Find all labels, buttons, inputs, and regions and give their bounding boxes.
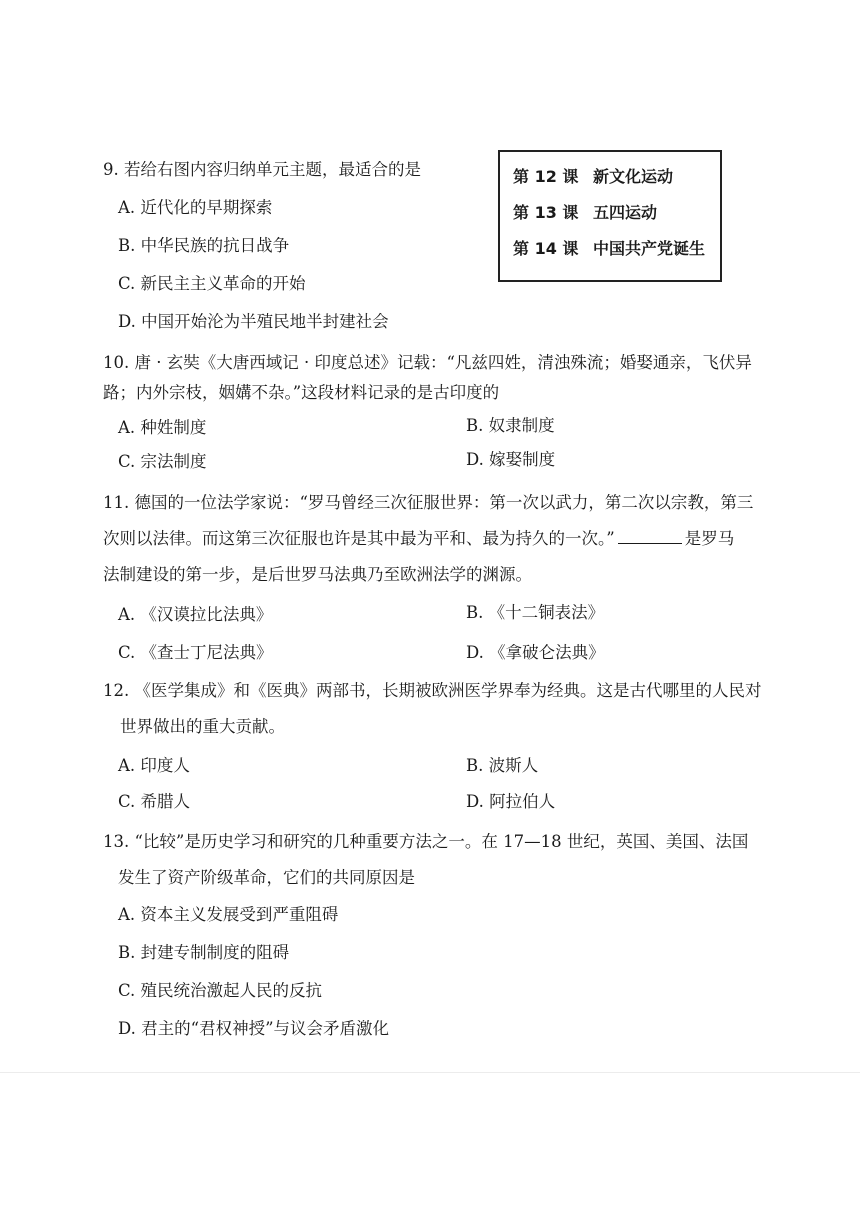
question-13-stem-line-1: 13. “比较”是历史学习和研究的几种重要方法之一。在 17—18 世纪，英国、美国、法国 <box>103 832 749 851</box>
question-12-option-d: D. 阿拉伯人 <box>466 792 556 811</box>
question-11-option-c: C. 《查士丁尼法典》 <box>118 643 273 662</box>
question-12-stem-line-2: 世界做出的重大贡献。 <box>120 717 285 736</box>
question-13-option-b: B. 封建专制制度的阻碍 <box>118 943 290 962</box>
lesson-row <box>513 201 657 225</box>
question-10-option-c: C. 宗法制度 <box>118 452 207 471</box>
question-12-option-a: A. 印度人 <box>118 756 190 775</box>
question-10-stem-line-2: 路；内外宗枝，姻媾不杂。”这段材料记录的是古印度的 <box>103 383 500 402</box>
lesson-number: 第 14 课 <box>513 239 579 258</box>
lesson-number: 第 13 课 <box>513 203 579 222</box>
question-9-stem: 9. 若给右图内容归纳单元主题，最适合的是 <box>103 160 421 179</box>
lesson-title: 五四运动 <box>593 203 658 222</box>
lesson-row <box>513 237 705 261</box>
question-10-option-a: A. 种姓制度 <box>118 418 207 437</box>
lesson-topic-box <box>498 150 722 282</box>
question-11-stem-line-2 <box>103 527 734 551</box>
question-9-option-b: B. 中华民族的抗日战争 <box>118 236 290 255</box>
question-11-option-b: B. 《十二铜表法》 <box>466 603 605 622</box>
page-bottom-divider <box>0 1072 860 1073</box>
lesson-row <box>513 165 673 189</box>
question-9-option-a: A. 近代化的早期探索 <box>118 198 273 217</box>
lesson-title: 新文化运动 <box>593 167 674 186</box>
question-13-option-c: C. 殖民统治激起人民的反抗 <box>118 981 323 1000</box>
question-12-stem-line-1: 12. 《医学集成》和《医典》两部书，长期被欧洲医学界奉为经典。这是古代哪里的人民对 <box>103 681 762 700</box>
lesson-number: 第 12 课 <box>513 167 579 186</box>
question-12-option-b: B. 波斯人 <box>466 756 539 775</box>
question-12-option-c: C. 希腊人 <box>118 792 191 811</box>
question-10-option-b: B. 奴隶制度 <box>466 416 555 435</box>
question-10-stem-line-1: 10. 唐 · 玄奘《大唐西域记 · 印度总述》记载：“凡兹四姓，清浊殊流；婚娶通亲，飞伏异 <box>103 353 752 372</box>
question-10-option-d: D. 嫁娶制度 <box>466 450 556 469</box>
lesson-title: 中国共产党诞生 <box>593 239 706 258</box>
question-11-option-a: A. 《汉谟拉比法典》 <box>118 605 273 624</box>
question-11-text-after-blank: 是罗马 <box>684 529 735 548</box>
question-11-text-before-blank: 次则以法律。而这第三次征服也许是其中最为平和、最为持久的一次。” <box>103 529 615 548</box>
question-13-option-a: A. 资本主义发展受到严重阻碍 <box>118 905 339 924</box>
question-11-stem-line-3: 法制建设的第一步，是后世罗马法典乃至欧洲法学的渊源。 <box>103 565 532 584</box>
question-13-stem-line-2: 发生了资产阶级革命，它们的共同原因是 <box>118 868 415 887</box>
question-9-option-d: D. 中国开始沦为半殖民地半封建社会 <box>118 312 389 331</box>
question-11-option-d: D. 《拿破仑法典》 <box>466 643 605 662</box>
question-11-stem-line-1: 11. 德国的一位法学家说：“罗马曾经三次征服世界：第一次以武力，第二次以宗教，第三 <box>103 493 754 512</box>
answer-blank <box>618 527 682 544</box>
question-13-option-d: D. 君主的“君权神授”与议会矛盾激化 <box>118 1019 390 1038</box>
question-9-option-c: C. 新民主主义革命的开始 <box>118 274 306 293</box>
